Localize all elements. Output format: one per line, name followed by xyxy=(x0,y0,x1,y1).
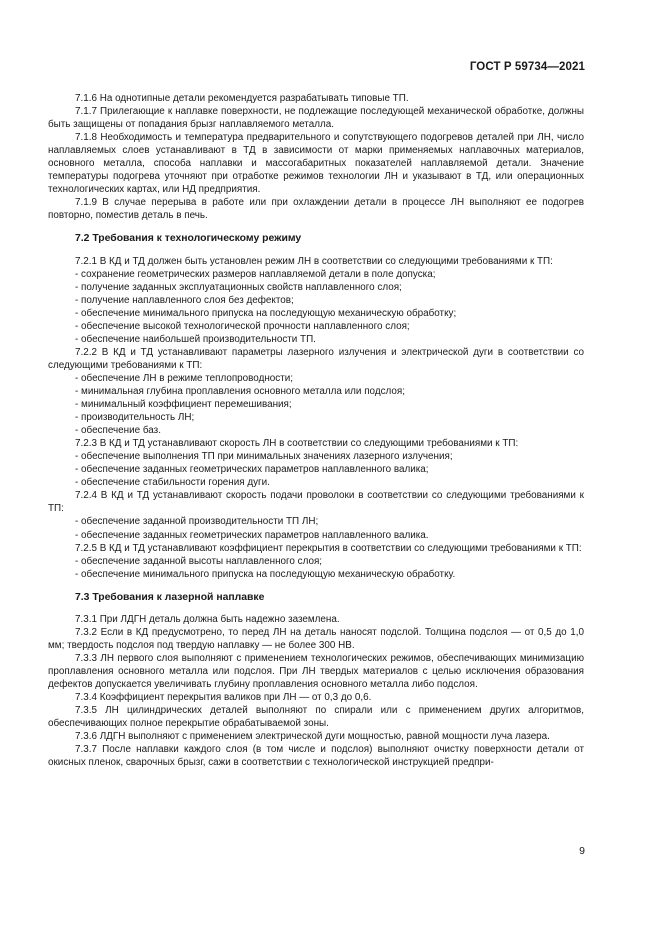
paragraph: 7.3.3 ЛН первого слоя выполняют с применением технологических режимов, обеспечивающих минимизацию проплавления основного металла или подслоя. При ЛН твердых материалов с целью исключения образования дефектов допускается увеличивать глубину проплавления основного металла либо подслоя. xyxy=(48,652,584,690)
list-item: - обеспечение минимального припуска на последующую механическую обработку. xyxy=(75,568,456,580)
list-item: - обеспечение высокой технологической прочности наплавленного слоя; xyxy=(75,320,410,332)
paragraph: 7.1.6 На однотипные детали рекомендуется разрабатывать типовые ТП. xyxy=(75,93,409,104)
list-item: - получение наплавленного слоя без дефектов; xyxy=(75,294,294,306)
paragraph: 7.3.6 ЛДГН выполняют с применением электрической дуги мощностью, равной мощности луча лазера. xyxy=(75,731,550,743)
list-item: - обеспечение заданной высоты наплавленного слоя; xyxy=(75,555,323,567)
paragraph: 7.2.1 В КД и ТД должен быть установлен режим ЛН в соответствии со следующими требованиями к ТП: xyxy=(75,255,553,267)
paragraph: 7.3.4 Коэффициент перекрытия валиков при ЛН — от 0,3 до 0,6. xyxy=(75,692,372,704)
paragraph: 7.1.7 Прилегающие к наплавке поверхности, не подлежащие последующей механической обработке, должны быть защищены от попадания брызг наплавляемого металла. xyxy=(48,106,584,131)
section-heading: 7.2 Требования к технологическому режиму xyxy=(75,233,302,245)
list-item: - обеспечение баз. xyxy=(75,425,161,437)
list-item: - сохранение геометрических размеров наплавляемой детали в поле допуска; xyxy=(75,268,436,280)
list-item: - минимальная глубина проплавления основного металла или подслоя; xyxy=(75,385,405,397)
list-item: - получение заданных эксплуатационных свойств наплавленного слоя; xyxy=(75,281,402,293)
paragraph: 7.3.2 Если в КД предусмотрено, то перед ЛН на деталь наносят подслой. Толщина подслоя — от 0,5 до 1,0 мм; твердость подслоя под твердую наплавку — не более 300 НВ. xyxy=(48,626,584,651)
paragraph: 7.2.4 В КД и ТД устанавливают скорость подачи проволоки в соответствии со следующими требованиями к ТП: xyxy=(48,490,584,515)
paragraph: 7.3.7 После наплавки каждого слоя (в том числе и подслоя) выполняют очистку поверхности детали от окисных пленок, сварочных брызг, сажи в соответствии с технологической инструкцией предпри- xyxy=(48,744,584,769)
list-item: - минимальный коэффициент перемешивания; xyxy=(75,399,292,411)
list-item: - производительность ЛН; xyxy=(75,412,195,424)
list-item: - обеспечение заданных геометрических параметров наплавленного валика; xyxy=(75,464,429,476)
paragraph: 7.2.2 В КД и ТД устанавливают параметры лазерного излучения и электрической дуги в соответствии со следующими требованиями к ТП: xyxy=(48,346,584,371)
list-item: - обеспечение ЛН в режиме теплопроводности; xyxy=(75,372,294,384)
paragraph: 7.1.8 Необходимость и температура предварительного и сопутствующего подогревов деталей при ЛН, число наплавляемых слоев устанавливают в ТД в зависимости от марки применяемых наплавочных материалов, основного металла, способа наплавки и массогабаритных показателей наплавляемой детали. Значение температуры подогрева уточняют при отработке режимов технологии ЛН и указывают в ТД, или операционных технологических картах, или НД предприятия. xyxy=(48,132,584,196)
paragraph: 7.1.9 В случае перерыва в работе или при охлаждении детали в процессе ЛН выполняют ее подогрев повторно, поместив деталь в печь. xyxy=(48,197,584,222)
document-standard-id: ГОСТ Р 59734—2021 xyxy=(469,61,585,73)
section-heading: 7.3 Требования к лазерной наплавке xyxy=(75,591,265,603)
paragraph: 7.3.5 ЛН цилиндрических деталей выполняют по спирали или с применением других алгоритмов, обеспечивающих полное перекрытие обрабатываемой зоны. xyxy=(48,705,584,730)
page-number: 9 xyxy=(579,845,585,857)
list-item: - обеспечение заданной производительности ТП ЛН; xyxy=(75,516,319,528)
list-item: - обеспечение минимального припуска на последующую механическую обработку; xyxy=(75,307,457,319)
list-item: - обеспечение выполнения ТП при минимальных значениях лазерного излучения; xyxy=(75,451,453,463)
paragraph: 7.2.3 В КД и ТД устанавливают скорость ЛН в соответствии со следующими требованиями к ТП: xyxy=(75,438,519,450)
paragraph: 7.2.5 В КД и ТД устанавливают коэффициент перекрытия в соответствии со следующими требованиями к ТП: xyxy=(75,542,582,554)
document-body xyxy=(48,92,584,769)
list-item: - обеспечение заданных геометрических параметров наплавленного валика. xyxy=(75,529,429,541)
list-item: - обеспечение стабильности горения дуги. xyxy=(75,477,270,489)
list-item: - обеспечение наибольшей производительности ТП. xyxy=(75,333,316,345)
paragraph: 7.3.1 При ЛДГН деталь должна быть надежно заземлена. xyxy=(75,613,340,625)
